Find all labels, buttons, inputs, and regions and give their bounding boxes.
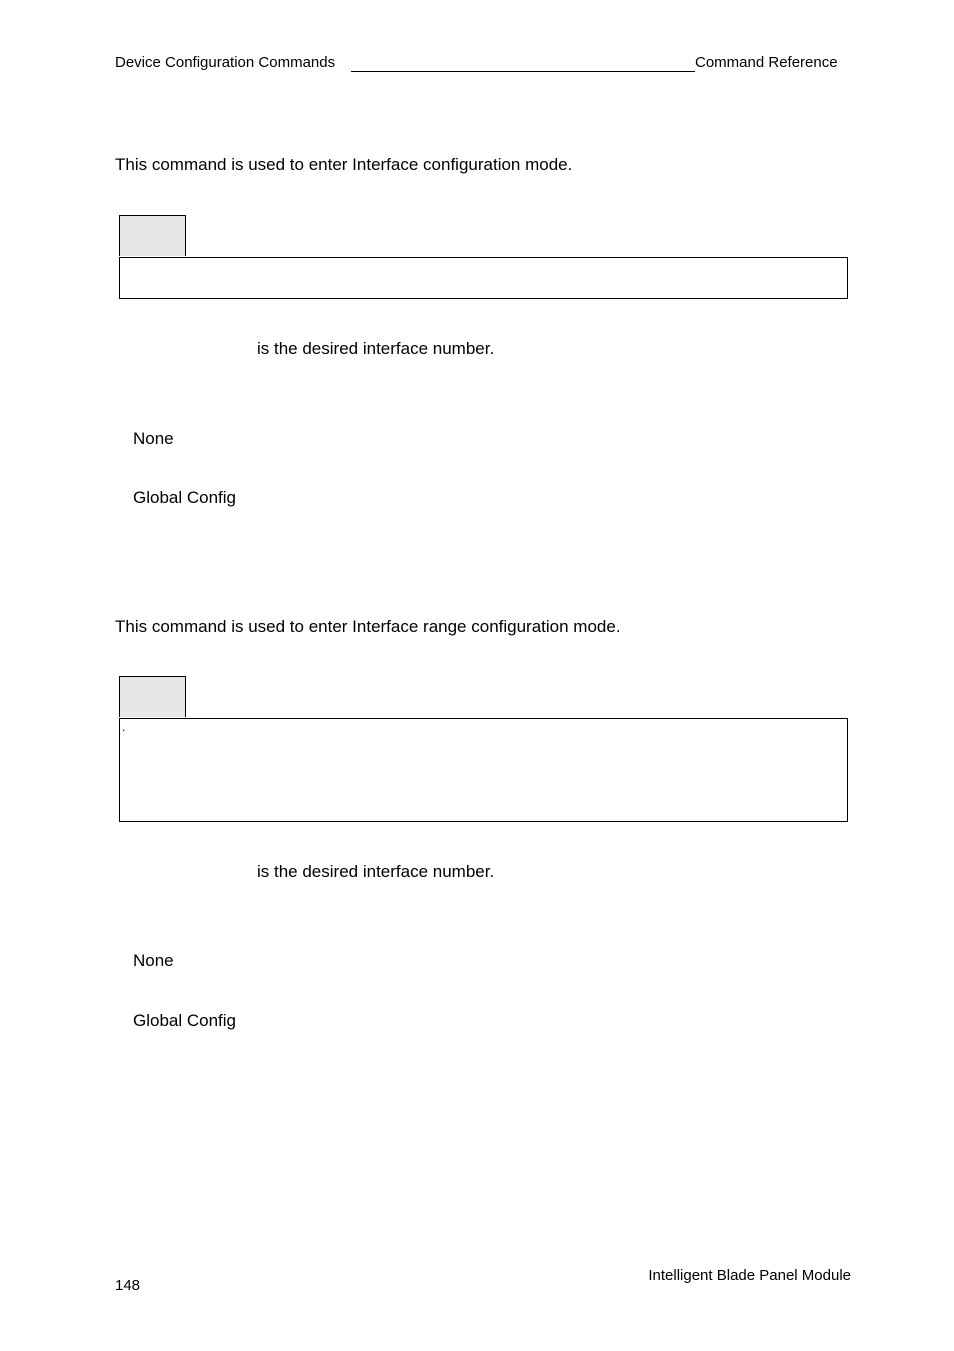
section-2-mode-value: Global Config — [133, 1011, 237, 1030]
section-2-command-box — [119, 718, 848, 822]
section-2-default-value: None — [133, 951, 174, 970]
section-1-default-value: None — [133, 429, 174, 448]
section-2-format-tab — [119, 676, 186, 717]
header-rule — [351, 71, 695, 72]
footer-title: Intelligent Blade Panel Module — [648, 1267, 851, 1284]
section-2-description: This command is used to enter Interface range configuration mode. — [115, 617, 621, 636]
section-1-mode-value: Global Config — [133, 488, 237, 507]
section-2-command-text: . — [122, 720, 126, 734]
section-1-format-tab — [119, 215, 186, 256]
section-2-parameter-description: is the desired interface number. — [257, 862, 495, 881]
section-1-parameter-description: is the desired interface number. — [257, 339, 495, 358]
page-number: 148 — [115, 1277, 141, 1294]
header-right-title: Command Reference — [695, 54, 838, 71]
section-1-command-box — [119, 257, 848, 299]
header-left-title: Device Configuration Commands — [115, 54, 336, 71]
section-1-description: This command is used to enter Interface configuration mode. — [115, 155, 573, 174]
